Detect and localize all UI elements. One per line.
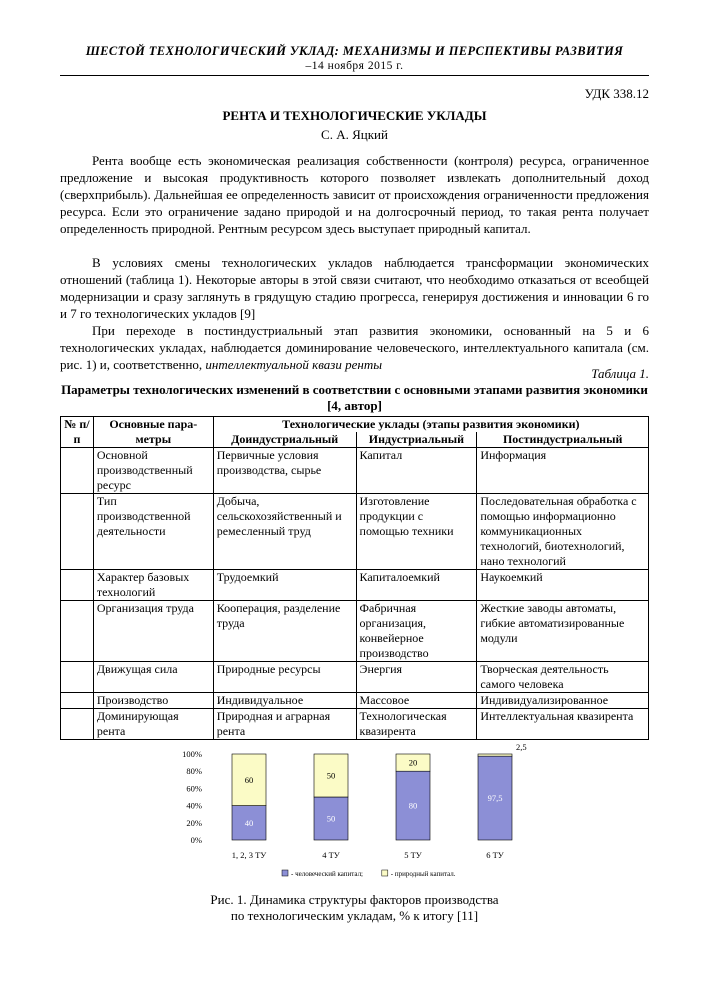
figure-caption-line-1: Рис. 1. Динамика структуры факторов производства (210, 892, 499, 907)
y-tick-label: 0% (190, 835, 202, 845)
cell-industrial: Капиталоемкий (356, 570, 477, 601)
bar-value-label: 50 (326, 813, 336, 824)
cell-postindustrial: Информация (477, 448, 649, 494)
paragraph-italic: интеллектуальной квази ренты (205, 357, 383, 372)
cell-preindustrial: Добыча, сельскохозяйственный и ремесленный труд (213, 494, 356, 570)
body-paragraph-1 (60, 152, 649, 237)
paragraph-plain: При переходе в постиндустриальный этап развития экономики, основанный на 5 и 6 технологических укладах, наблюдается доминирование человеческого, интеллектуального капитала (см. рис. 1) и, соответственно, (60, 323, 649, 372)
cell-postindustrial: Последовательная обработка с помощью информационно коммуникационных технологий, биотехнологий, нано технологий (477, 494, 649, 570)
table-caption: Параметры технологических изменений в соответствии с основными этапами развития экономики [4, автор] (61, 382, 648, 413)
x-tick-label: 1, 2, 3 ТУ (231, 850, 267, 860)
cell-industrial: Технологическая квазирента (356, 709, 477, 740)
paragraph-text: Рента вообще есть экономическая реализация собственности (контроля) ресурса, ограниченное предложение и высокая продуктивность которого позволяет извлекать дополнительный доход (сверхприбыль). Дальнейшая ее определенность зависит от происхождения ограниченности предложения ресурса. Если это ограничение задано природой и на долгосрочный период, то такая рента получает определенность природной. Рентным ресурсом здесь выступает природный капитал. (60, 153, 649, 236)
cell-postindustrial: Интеллектуальная квазирента (477, 709, 649, 740)
table-row (61, 709, 649, 740)
cell-industrial: Энергия (356, 662, 477, 693)
x-tick-label: 4 ТУ (322, 850, 340, 860)
legend-swatch (282, 870, 288, 876)
legend-label: - человеческий капитал; (291, 870, 364, 878)
header-col-preindustrial: Доиндустриальный (213, 432, 356, 448)
legend-label: - природный капитал. (390, 870, 456, 878)
x-tick-label: 5 ТУ (404, 850, 422, 860)
table-row (61, 693, 649, 709)
body-paragraph-2 (60, 254, 649, 322)
body-paragraph-3 (60, 322, 649, 373)
row-number (61, 693, 94, 709)
cell-preindustrial: Природная и аграрная рента (213, 709, 356, 740)
bar-value-label: 97,5 (487, 793, 503, 804)
header-parameters: Основные пара-метры (93, 417, 213, 448)
cell-postindustrial: Индивидуализированное (477, 693, 649, 709)
conference-date: –14 ноября 2015 г. (305, 60, 404, 72)
table-row (61, 448, 649, 494)
bar-segment (478, 754, 512, 756)
cell-param: Производство (93, 693, 213, 709)
row-number (61, 570, 94, 601)
capital-structure-chart (170, 742, 550, 886)
y-tick-label: 40% (186, 800, 202, 811)
bar-value-label: 80 (408, 800, 418, 811)
chart-svg (170, 742, 550, 886)
cell-industrial: Фабричная организация, конвейерное производство (356, 601, 477, 662)
y-tick-label: 80% (186, 766, 202, 777)
table-row (61, 662, 649, 693)
table-label: Таблица 1. (591, 366, 649, 381)
cell-param: Основной производственный ресурс (93, 448, 213, 494)
row-number (61, 448, 94, 494)
table-row (61, 601, 649, 662)
cell-param: Организация труда (93, 601, 213, 662)
row-number (61, 662, 94, 693)
figure-caption (0, 892, 709, 924)
cell-preindustrial: Природные ресурсы (213, 662, 356, 693)
row-number (61, 709, 94, 740)
cell-param: Характер базовых технологий (93, 570, 213, 601)
conference-title: ШЕСТОЙ ТЕХНОЛОГИЧЕСКИЙ УКЛАД: МЕХАНИЗМЫ И ПЕРСПЕКТИВЫ РАЗВИТИЯ (85, 44, 624, 58)
bar-value-label: 60 (244, 774, 254, 785)
header-col-industrial: Индустриальный (356, 432, 477, 448)
parameters-table (60, 416, 649, 740)
bar-value-label: 2,5 (516, 742, 527, 752)
cell-preindustrial: Кооперация, разделение труда (213, 601, 356, 662)
header-group: Технологические уклады (этапы развития экономики) (213, 417, 648, 433)
cell-param: Движущая сила (93, 662, 213, 693)
cell-industrial: Массовое (356, 693, 477, 709)
row-number (61, 601, 94, 662)
header-col-postindustrial: Постиндустриальный (477, 432, 649, 448)
header-number: № п/п (61, 417, 94, 448)
cell-postindustrial: Творческая деятельность самого человека (477, 662, 649, 693)
y-tick-label: 20% (186, 817, 202, 828)
y-tick-label: 60% (186, 783, 202, 794)
cell-param: Тип производственной деятельности (93, 494, 213, 570)
article-author: С. А. Яцкий (321, 127, 388, 142)
table-row (61, 494, 649, 570)
paragraph-text: В условиях смены технологических укладов наблюдается трансформации экономических отношений (таблица 1). Некоторые авторы в этой связи считают, что необходимо отказаться от всеобщей модернизации и сразу заглянуть в грядущую стадию прогресса, генерируя достижения и инновации 6 го и 7 го технологических укладов [9] (60, 255, 649, 321)
bar-value-label: 50 (326, 770, 336, 781)
row-number (61, 494, 94, 570)
cell-industrial: Капитал (356, 448, 477, 494)
header-rule (60, 75, 649, 76)
article-title: РЕНТА И ТЕХНОЛОГИЧЕСКИЕ УКЛАДЫ (222, 108, 487, 123)
figure-caption-line-2: по технологическим укладам, % к итогу [11] (230, 908, 479, 923)
cell-preindustrial: Трудоемкий (213, 570, 356, 601)
cell-preindustrial: Первичные условия производства, сырье (213, 448, 356, 494)
table-row (61, 570, 649, 601)
bar-value-label: 40 (244, 817, 254, 828)
x-tick-label: 6 ТУ (486, 850, 504, 860)
legend-swatch (382, 870, 388, 876)
cell-industrial: Изготовление продукции с помощью техники (356, 494, 477, 570)
cell-postindustrial: Наукоемкий (477, 570, 649, 601)
y-tick-label: 100% (182, 749, 202, 759)
cell-postindustrial: Жесткие заводы автоматы, гибкие автоматизированные модули (477, 601, 649, 662)
udk-code: УДК 338.12 (584, 86, 649, 101)
paragraph-text (60, 322, 649, 373)
cell-preindustrial: Индивидуальное (213, 693, 356, 709)
cell-param: Доминирующая рента (93, 709, 213, 740)
bar-value-label: 20 (408, 757, 418, 768)
